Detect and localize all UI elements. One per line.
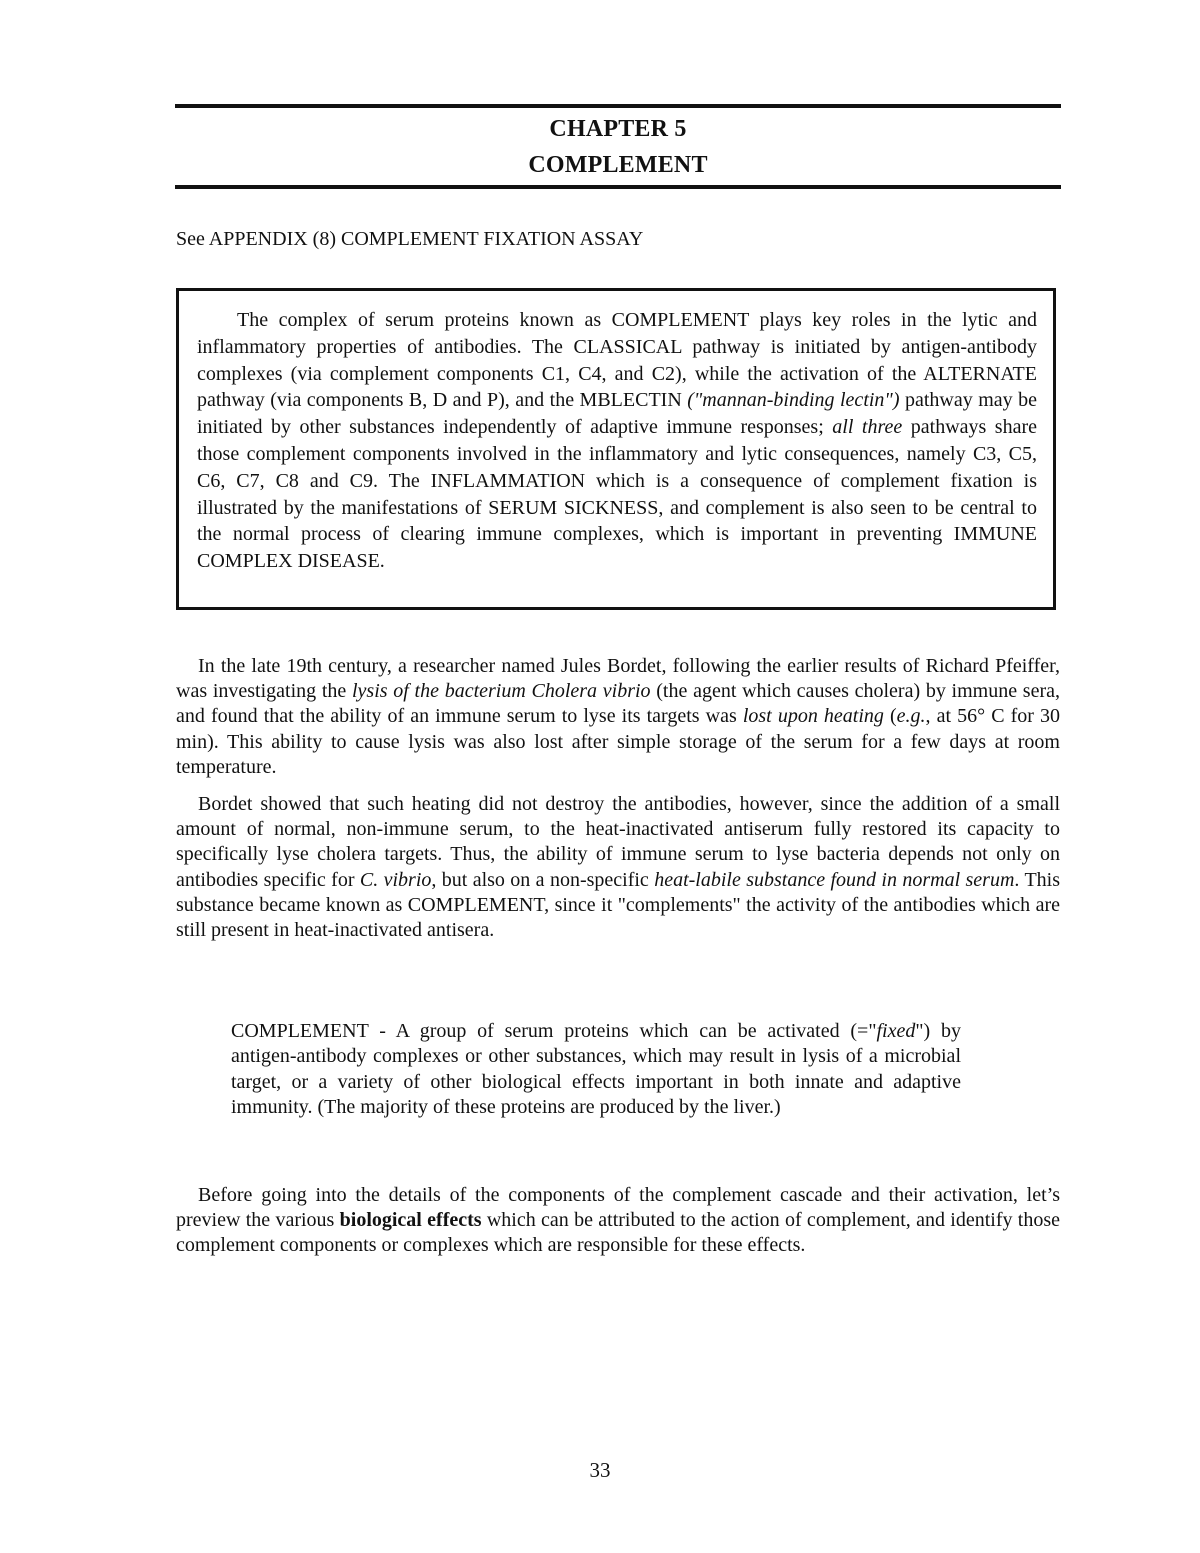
summary-paragraph [197, 307, 1037, 575]
paragraph-bordet-history [176, 654, 1060, 780]
para2-text-2: C. vibrio [359, 868, 432, 891]
summary-text-2: ("mannan-binding lectin") [687, 389, 900, 412]
para3-text-1: Before going into the details of the components of the complement cascade and their activation, let’s preview the various [176, 1184, 1060, 1232]
paragraph-bordet-heating [176, 792, 1060, 943]
para3-text-3: which can be attributed to the action of complement, and identify those complement components or complexes which are responsible for these effects. [176, 1209, 1060, 1257]
para2-text-5: . This substance became known as COMPLEMENT, since it "complements" the activity of the antibodies which are still present in heat-inactivated antisera. [176, 868, 1061, 942]
para2-text-4: heat-labile substance found in normal serum [654, 868, 1015, 891]
para1-text-7: , at 56° C for 30 min). This ability to cause lysis was also lost after simple storage of the serum for a few days at room temperature. [176, 705, 1061, 778]
page-number: 33 [589, 1458, 611, 1482]
para1-text-3: (the agent which causes cholera) by immune sera, and found that the ability of an immune serum to lyse its targets was [176, 680, 1060, 728]
summary-text-1: The complex of serum proteins known as COMPLEMENT plays key roles in the lytic and inflammatory properties of antibodies. The CLASSICAL pathway is initiated by antigen-antibody complexes (via complement components C1, C4, and C2), while the activation of the ALTERNATE pathway (via components B, D and P), and the MBLECTIN [197, 309, 1037, 412]
para1-text-4: lost upon heating [742, 705, 884, 728]
summary-text-3: pathway may be initiated by other substances independently of adaptive immune responses; [197, 389, 1037, 439]
complement-definition [231, 1019, 961, 1121]
summary-box [176, 288, 1056, 610]
definition-text-2: fixed [876, 1020, 916, 1042]
chapter-title: COMPLEMENT [528, 152, 708, 178]
header-top-rule [175, 104, 1061, 108]
summary-text-4: all three [832, 416, 903, 439]
paragraph-biological-effects [176, 1183, 1060, 1259]
header-bottom-rule [175, 185, 1061, 189]
para1-text-6: e.g. [896, 705, 926, 728]
para1-text-2: lysis of the bacterium Cholera vibrio [352, 680, 651, 703]
definition-text-1: COMPLEMENT - A group of serum proteins which can be activated (=" [231, 1020, 877, 1042]
para2-text-1: Bordet showed that such heating did not destroy the antibodies, however, since the addition of a small amount of normal, non-immune serum, to the heat-inactivated antiserum fully restored its capacity to specifically lyse cholera targets. Thus, the ability of immune serum to lyse bacteria depends not only on antibodies specific for [176, 793, 1060, 891]
para2-text-3: , but also on a non-specific [431, 868, 655, 891]
para1-text-1: In the late 19th century, a researcher named Jules Bordet, following the earlier results of Richard Pfeiffer, was investigating the [176, 655, 1060, 703]
appendix-reference: See APPENDIX (8) COMPLEMENT FIXATION ASSAY [176, 228, 644, 250]
para1-text-5: ( [883, 705, 897, 728]
para3-text-2: biological effects [339, 1209, 482, 1232]
definition-text-3: ") by antigen-antibody complexes or other substances, which may result in lysis of a microbial target, or a variety of other biological effects important in both innate and adaptive immunity. (The majority of these proteins are produced by the liver.) [231, 1020, 961, 1119]
chapter-number: CHAPTER 5 [549, 116, 687, 142]
summary-text-5: pathways share those complement components involved in the inflammatory and lytic consequences, namely C3, C5, C6, C7, C8 and C9. The INFLAMMATION which is a consequence of complement fixation is illustrated by the manifestations of SERUM SICKNESS, and complement is also seen to be central to the normal process of clearing immune complexes, which is important in preventing IMMUNE COMPLEX DISEASE. [197, 416, 1037, 573]
